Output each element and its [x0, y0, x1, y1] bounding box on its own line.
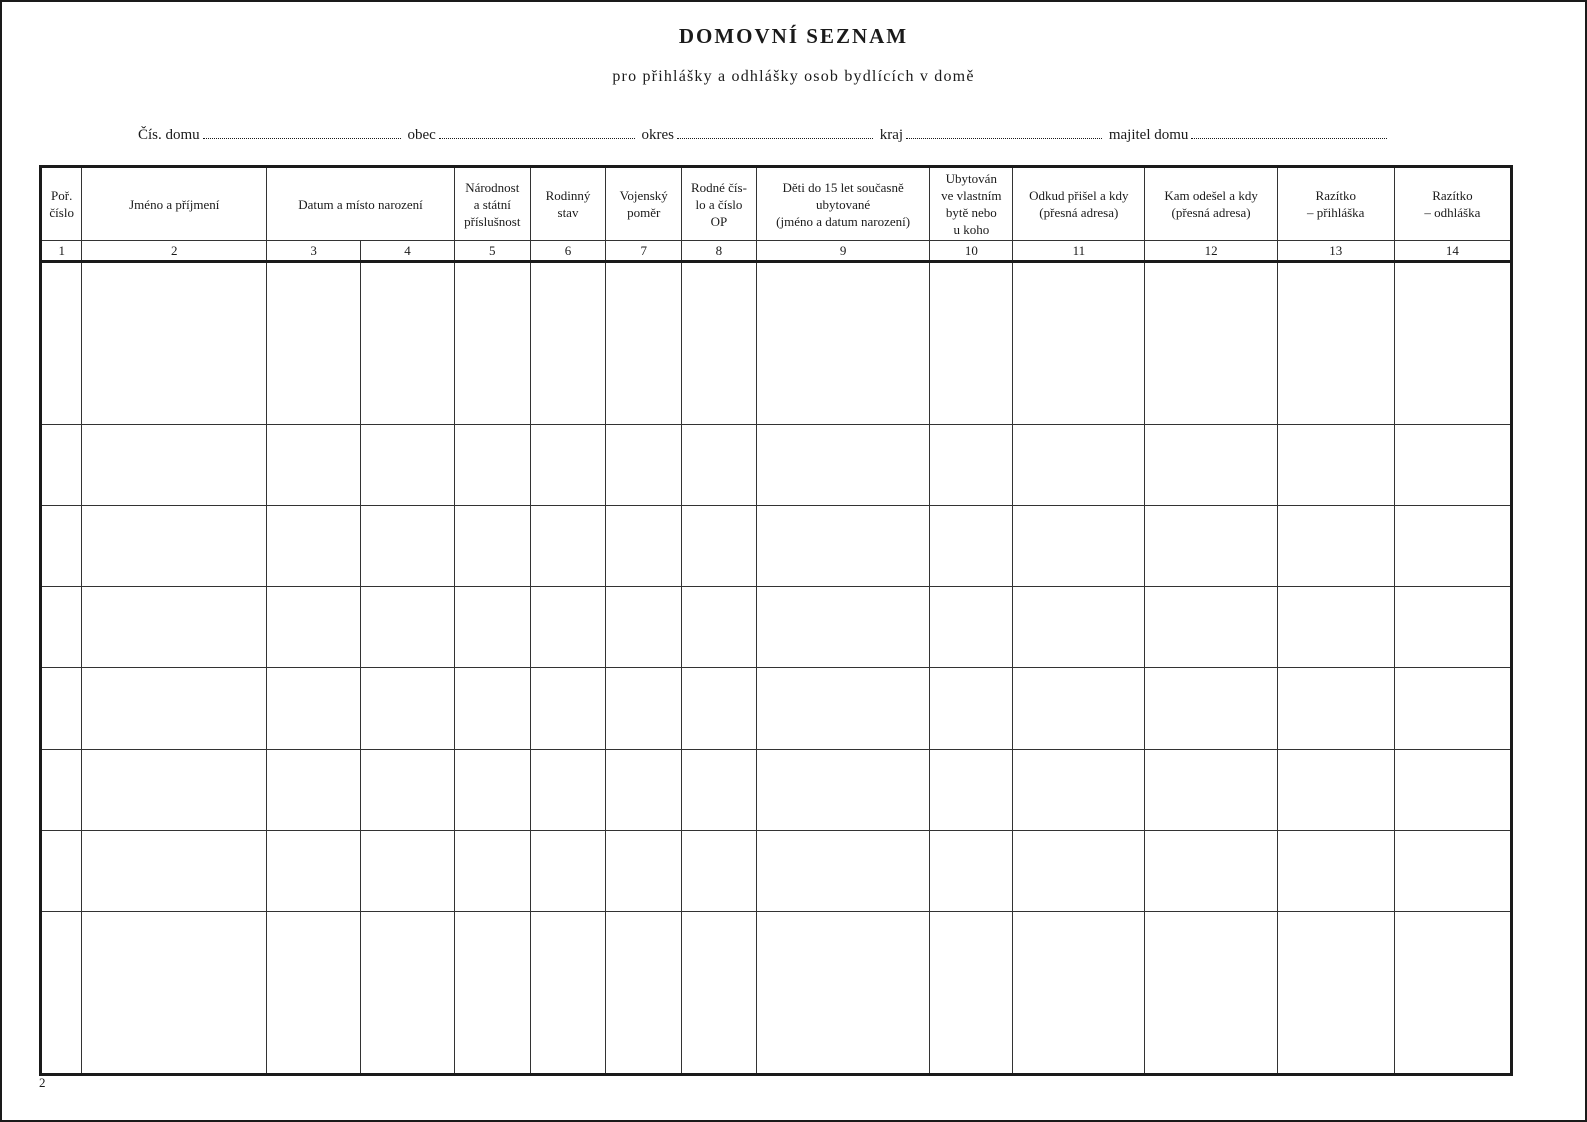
- table-cell[interactable]: [1145, 424, 1277, 505]
- column-number: 12: [1145, 241, 1277, 262]
- table-cell[interactable]: [41, 587, 82, 668]
- table-cell[interactable]: [1013, 262, 1145, 425]
- header-cell: Národnost a státní příslušnost: [454, 167, 530, 241]
- table-cell[interactable]: [530, 912, 606, 1075]
- table-cell[interactable]: [1277, 668, 1394, 749]
- table-cell[interactable]: [530, 424, 606, 505]
- table-cell[interactable]: [1277, 424, 1394, 505]
- field-blank-region[interactable]: [906, 126, 1102, 139]
- table-cell[interactable]: [1013, 831, 1145, 912]
- field-blank-municipality[interactable]: [439, 126, 635, 139]
- table-cell[interactable]: [1145, 668, 1277, 749]
- field-label-house-number: Čís. domu: [138, 127, 200, 143]
- table-cell[interactable]: [1277, 749, 1394, 830]
- header-cell: Datum a místo narození: [267, 167, 455, 241]
- header-row: [41, 167, 1512, 241]
- table-cell[interactable]: [1145, 831, 1277, 912]
- page-number: 2: [39, 1075, 46, 1090]
- table-cell[interactable]: [41, 912, 82, 1075]
- table-row: [41, 831, 1512, 912]
- table-cell[interactable]: [267, 262, 361, 425]
- table-cell[interactable]: [1145, 587, 1277, 668]
- table-cell[interactable]: [82, 262, 267, 425]
- table-cell[interactable]: [606, 505, 682, 586]
- table-cell[interactable]: [1394, 668, 1511, 749]
- table-cell[interactable]: [1013, 749, 1145, 830]
- table-cell[interactable]: [530, 668, 606, 749]
- table-cell[interactable]: [1394, 587, 1511, 668]
- table-cell[interactable]: [1394, 424, 1511, 505]
- table-cell[interactable]: [1394, 912, 1511, 1075]
- table-cell[interactable]: [454, 505, 530, 586]
- column-number: 10: [930, 241, 1013, 262]
- table-cell[interactable]: [756, 668, 930, 749]
- table-cell[interactable]: [1277, 505, 1394, 586]
- table-cell[interactable]: [756, 262, 930, 425]
- table-row: [41, 668, 1512, 749]
- table-cell[interactable]: [41, 262, 82, 425]
- table-cell[interactable]: [82, 831, 267, 912]
- table-cell[interactable]: [930, 831, 1013, 912]
- field-blank-district[interactable]: [677, 126, 873, 139]
- column-number: 5: [454, 241, 530, 262]
- table-cell[interactable]: [454, 262, 530, 425]
- table-cell[interactable]: [530, 831, 606, 912]
- table-cell[interactable]: [756, 505, 930, 586]
- table-row: [41, 262, 1512, 425]
- table-cell[interactable]: [930, 424, 1013, 505]
- header-cell: Kam odešel a kdy (přesná adresa): [1145, 167, 1277, 241]
- table-cell[interactable]: [756, 831, 930, 912]
- header-cell: Razítko – odhláška: [1394, 167, 1511, 241]
- table-cell[interactable]: [1013, 424, 1145, 505]
- table-cell[interactable]: [41, 831, 82, 912]
- table-cell[interactable]: [454, 912, 530, 1075]
- table-cell[interactable]: [930, 749, 1013, 830]
- table-row: [41, 505, 1512, 586]
- table-cell[interactable]: [82, 424, 267, 505]
- table-cell[interactable]: [1013, 587, 1145, 668]
- header-cell: Odkud přišel a kdy (přesná adresa): [1013, 167, 1145, 241]
- table-cell[interactable]: [530, 587, 606, 668]
- table-row: [41, 912, 1512, 1075]
- column-number: 13: [1277, 241, 1394, 262]
- table-cell[interactable]: [756, 749, 930, 830]
- table-cell[interactable]: [930, 668, 1013, 749]
- page-subtitle: pro přihlášky a odhlášky osob bydlících v domě: [612, 68, 975, 85]
- header-cell: Rodinný stav: [530, 167, 606, 241]
- table-cell[interactable]: [82, 668, 267, 749]
- header-cell: Rodné čís- lo a číslo OP: [682, 167, 757, 241]
- table-cell[interactable]: [82, 912, 267, 1075]
- header-cell: Vojenský poměr: [606, 167, 682, 241]
- table-cell[interactable]: [1145, 749, 1277, 830]
- table-cell[interactable]: [530, 505, 606, 586]
- table-cell[interactable]: [1013, 505, 1145, 586]
- table-cell[interactable]: [1394, 831, 1511, 912]
- column-number: 7: [606, 241, 682, 262]
- column-number: 2: [82, 241, 267, 262]
- table-cell[interactable]: [606, 262, 682, 425]
- table-cell[interactable]: [1145, 262, 1277, 425]
- column-number: 8: [682, 241, 757, 262]
- column-number: 1: [41, 241, 82, 262]
- header-cell: Razítko – přihláška: [1277, 167, 1394, 241]
- table-cell[interactable]: [1277, 587, 1394, 668]
- table-cell[interactable]: [1394, 749, 1511, 830]
- table-cell[interactable]: [682, 505, 757, 586]
- registry-table: [39, 165, 1513, 1076]
- table-cell[interactable]: [682, 749, 757, 830]
- table-cell[interactable]: [682, 912, 757, 1075]
- table-cell[interactable]: [606, 831, 682, 912]
- table-cell[interactable]: [1013, 668, 1145, 749]
- table-cell[interactable]: [1145, 912, 1277, 1075]
- table-cell[interactable]: [454, 831, 530, 912]
- table-cell[interactable]: [41, 505, 82, 586]
- table-cell[interactable]: [267, 587, 361, 668]
- column-number: 11: [1013, 241, 1145, 262]
- table-cell[interactable]: [930, 912, 1013, 1075]
- column-number: 3: [267, 241, 361, 262]
- table-cell[interactable]: [361, 505, 455, 586]
- table-cell[interactable]: [41, 749, 82, 830]
- table-cell[interactable]: [756, 587, 930, 668]
- table-cell[interactable]: [530, 749, 606, 830]
- column-number: 14: [1394, 241, 1511, 262]
- header-cell: Děti do 15 let současně ubytované (jméno a datum narození): [756, 167, 930, 241]
- table-cell[interactable]: [682, 262, 757, 425]
- table-cell[interactable]: [606, 749, 682, 830]
- column-number: 9: [756, 241, 930, 262]
- table-cell[interactable]: [82, 749, 267, 830]
- header-cell: Ubytován ve vlastním bytě nebo u koho: [930, 167, 1013, 241]
- table-cell[interactable]: [454, 749, 530, 830]
- column-number: 4: [361, 241, 455, 262]
- table-cell[interactable]: [682, 424, 757, 505]
- table-row: [41, 587, 1512, 668]
- table-cell[interactable]: [267, 831, 361, 912]
- table-row: [41, 424, 1512, 505]
- table-cell[interactable]: [82, 505, 267, 586]
- field-blank-house-number[interactable]: [203, 126, 401, 139]
- table-row: [41, 749, 1512, 830]
- table-cell[interactable]: [267, 668, 361, 749]
- table-cell[interactable]: [1145, 505, 1277, 586]
- column-number: 6: [530, 241, 606, 262]
- table-cell[interactable]: [606, 668, 682, 749]
- table-cell[interactable]: [756, 424, 930, 505]
- table-cell[interactable]: [361, 912, 455, 1075]
- table-cell[interactable]: [267, 424, 361, 505]
- column-number-row: [41, 241, 1512, 262]
- table-cell[interactable]: [454, 668, 530, 749]
- table-cell[interactable]: [1394, 262, 1511, 425]
- field-label-municipality: obec: [407, 127, 436, 143]
- table-cell[interactable]: [682, 587, 757, 668]
- table-cell[interactable]: [267, 749, 361, 830]
- table-cell[interactable]: [1277, 912, 1394, 1075]
- field-blank-house-owner[interactable]: [1191, 126, 1387, 139]
- table-cell[interactable]: [267, 505, 361, 586]
- table-body: [41, 167, 1512, 1075]
- table-cell[interactable]: [82, 587, 267, 668]
- table-cell[interactable]: [530, 262, 606, 425]
- table-cell[interactable]: [682, 668, 757, 749]
- table-cell[interactable]: [41, 668, 82, 749]
- table-cell[interactable]: [361, 749, 455, 830]
- page-title: DOMOVNÍ SEZNAM: [678, 24, 909, 48]
- table-cell[interactable]: [930, 505, 1013, 586]
- table-cell[interactable]: [1277, 831, 1394, 912]
- table-cell[interactable]: [1394, 505, 1511, 586]
- header-cell: Jméno a příjmení: [82, 167, 267, 241]
- table-cell[interactable]: [606, 424, 682, 505]
- table-cell[interactable]: [930, 587, 1013, 668]
- table-cell[interactable]: [41, 424, 82, 505]
- table-cell[interactable]: [682, 831, 757, 912]
- table-cell[interactable]: [454, 587, 530, 668]
- table-cell[interactable]: [361, 587, 455, 668]
- header-cell: Poř. číslo: [41, 167, 82, 241]
- table-cell[interactable]: [1277, 262, 1394, 425]
- field-label-house-owner: majitel domu: [1108, 127, 1189, 143]
- field-label-region: kraj: [879, 127, 904, 143]
- table-cell[interactable]: [361, 831, 455, 912]
- table-cell[interactable]: [361, 668, 455, 749]
- table-cell[interactable]: [606, 587, 682, 668]
- field-label-district: okres: [641, 127, 675, 143]
- table-cell[interactable]: [756, 912, 930, 1075]
- table-cell[interactable]: [361, 424, 455, 505]
- table-cell[interactable]: [267, 912, 361, 1075]
- table-cell[interactable]: [361, 262, 455, 425]
- table-cell[interactable]: [606, 912, 682, 1075]
- header-fields: [138, 126, 1390, 144]
- table-cell[interactable]: [930, 262, 1013, 425]
- table-cell[interactable]: [454, 424, 530, 505]
- table-cell[interactable]: [1013, 912, 1145, 1075]
